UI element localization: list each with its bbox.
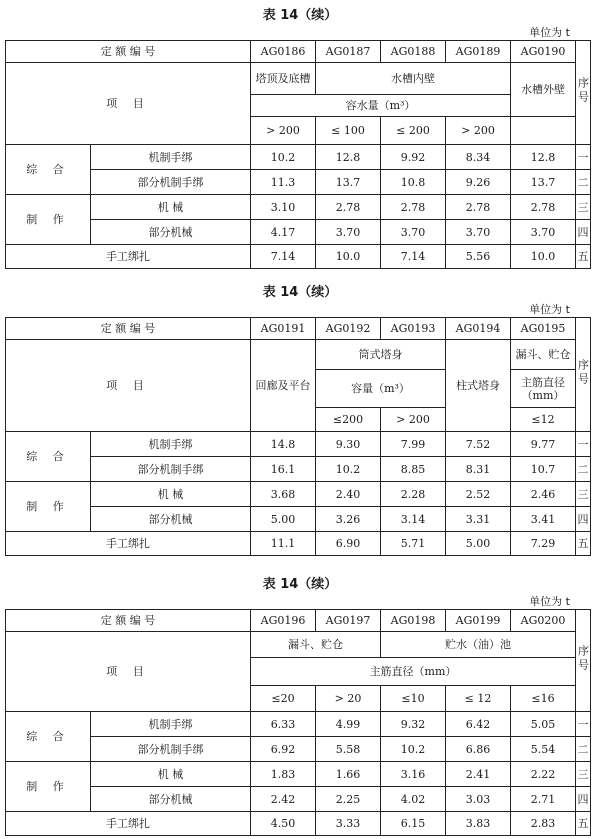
table-2 [5,317,591,556]
value-cell: 2.25 [316,787,381,812]
value-cell: 3.26 [316,507,381,532]
row-name: 部分机制手绑 [91,737,251,762]
item-label: 项 目 [6,63,251,145]
seq-cell: 一 [576,432,591,457]
value-cell: 4.99 [316,712,381,737]
value-cell: 10.2 [316,457,381,482]
row-name: 部分机械 [91,507,251,532]
row-group: 综 合 [6,712,91,762]
seq-cell: 三 [576,762,591,787]
value-cell: 6.90 [316,532,381,556]
seq-cell: 一 [576,145,591,170]
seq-cell: 二 [576,737,591,762]
value-cell: 13.7 [316,170,381,195]
table-2-title: 表 14（续） [262,285,338,300]
value-cell: 12.8 [511,145,576,170]
range-cell: ≤20 [251,686,316,712]
value-cell: 2.78 [316,195,381,220]
code-cell: AG0195 [511,318,576,340]
value-cell: 4.50 [251,812,316,836]
code-label: 定 额 编 号 [6,610,251,632]
col-group-header: 筒式塔身 [316,340,446,370]
value-cell: 10.0 [511,245,576,269]
table-1 [5,40,591,269]
row-name: 机 械 [91,482,251,507]
value-cell: 16.1 [251,457,316,482]
code-cell: AG0194 [446,318,511,340]
code-cell: AG0189 [446,41,511,63]
value-cell: 9.92 [381,145,446,170]
row-group: 综 合 [6,432,91,482]
value-cell: 6.42 [446,712,511,737]
row-name: 部分机制手绑 [91,170,251,195]
row-group: 制 作 [6,482,91,532]
value-cell: 3.33 [316,812,381,836]
col-group-header: 塔顶及底槽 [251,63,316,95]
seq-cell: 四 [576,220,591,245]
value-cell: 9.26 [446,170,511,195]
col-subheader: 容水量（m³） [251,95,511,117]
value-cell: 10.2 [381,737,446,762]
row-name: 部分机制手绑 [91,457,251,482]
value-cell: 3.14 [381,507,446,532]
value-cell: 9.32 [381,712,446,737]
code-cell: AG0186 [251,41,316,63]
value-cell: 2.28 [381,482,446,507]
value-cell: 5.56 [446,245,511,269]
value-cell: 5.00 [446,532,511,556]
code-cell: AG0198 [381,610,446,632]
value-cell: 10.8 [381,170,446,195]
value-cell: 10.0 [316,245,381,269]
value-cell: 11.3 [251,170,316,195]
row-group: 制 作 [6,762,91,812]
seq-cell: 三 [576,195,591,220]
value-cell: 3.70 [511,220,576,245]
value-cell: 11.1 [251,532,316,556]
value-cell: 2.41 [446,762,511,787]
value-cell: 3.70 [316,220,381,245]
value-cell: 4.17 [251,220,316,245]
seq-cell: 四 [576,507,591,532]
value-cell: 3.16 [381,762,446,787]
value-cell: 2.42 [251,787,316,812]
seq-cell: 五 [576,245,591,269]
code-cell: AG0190 [511,41,576,63]
seq-header: 序号 [576,41,591,145]
value-cell: 9.77 [511,432,576,457]
range-cell: > 20 [316,686,381,712]
table-3-title: 表 14（续） [262,577,338,592]
table-1-unit: 单位为 t [529,26,570,39]
range-cell: > 200 [381,408,446,432]
value-cell: 3.03 [446,787,511,812]
row-name: 部分机械 [91,787,251,812]
col-group-header: 漏斗、贮仓 [251,632,381,658]
col-subheader: 容量（m³） [316,370,446,408]
col-group-header: 柱式塔身 [446,340,511,432]
value-cell: 3.31 [446,507,511,532]
value-cell: 2.46 [511,482,576,507]
value-cell: 2.78 [446,195,511,220]
value-cell: 5.71 [381,532,446,556]
value-cell: 5.05 [511,712,576,737]
value-cell: 3.41 [511,507,576,532]
value-cell: 9.30 [316,432,381,457]
value-cell: 6.86 [446,737,511,762]
seq-cell: 五 [576,532,591,556]
code-label: 定 额 编 号 [6,41,251,63]
value-cell: 7.14 [251,245,316,269]
row-name: 机制手绑 [91,712,251,737]
seq-cell: 三 [576,482,591,507]
code-cell: AG0192 [316,318,381,340]
range-cell: ≤10 [381,686,446,712]
range-cell: ≤12 [511,408,576,432]
value-cell: 8.34 [446,145,511,170]
value-cell: 2.71 [511,787,576,812]
col-group-header: 贮水（油）池 [381,632,576,658]
code-cell: AG0187 [316,41,381,63]
code-cell: AG0193 [381,318,446,340]
row-name: 手工绑扎 [6,812,251,836]
row-name: 机 械 [91,762,251,787]
value-cell: 3.83 [446,812,511,836]
table-3-unit: 单位为 t [529,595,570,608]
value-cell: 5.00 [251,507,316,532]
value-cell: 12.8 [316,145,381,170]
code-cell: AG0197 [316,610,381,632]
range-cell: ≤ 12 [446,686,511,712]
code-cell: AG0200 [511,610,576,632]
value-cell: 2.40 [316,482,381,507]
row-name: 机 械 [91,195,251,220]
seq-header: 序号 [576,610,591,712]
value-cell: 7.14 [381,245,446,269]
col-group-header: 漏斗、贮仓 [511,340,576,370]
value-cell: 8.85 [381,457,446,482]
table-1-title: 表 14（续） [262,8,338,23]
code-label: 定 额 编 号 [6,318,251,340]
value-cell: 5.58 [316,737,381,762]
item-label: 项 目 [6,632,251,712]
row-name: 部分机械 [91,220,251,245]
table-3 [5,609,591,836]
row-group: 综 合 [6,145,91,195]
code-cell: AG0188 [381,41,446,63]
range-cell: ≤200 [316,408,381,432]
value-cell: 10.7 [511,457,576,482]
value-cell: 6.15 [381,812,446,836]
item-label: 项 目 [6,340,251,432]
row-name: 机制手绑 [91,145,251,170]
range-cell: ≤ 100 [316,117,381,145]
value-cell: 2.78 [381,195,446,220]
value-cell: 2.83 [511,812,576,836]
value-cell: 3.70 [381,220,446,245]
value-cell: 2.78 [511,195,576,220]
value-cell: 5.54 [511,737,576,762]
range-cell: ≤ 200 [381,117,446,145]
value-cell: 13.7 [511,170,576,195]
col-group-header: 水槽内壁 [316,63,511,95]
seq-cell: 四 [576,787,591,812]
value-cell: 4.02 [381,787,446,812]
table-2-unit: 单位为 t [529,303,570,316]
seq-cell: 五 [576,812,591,836]
col-subheader: 主筋直径（mm） [511,370,576,408]
value-cell: 6.92 [251,737,316,762]
col-group-header: 水槽外壁 [511,63,576,117]
row-name: 手工绑扎 [6,245,251,269]
value-cell: 2.22 [511,762,576,787]
range-cell: > 200 [251,117,316,145]
col-group-header: 回廊及平台 [251,340,316,432]
seq-header: 序号 [576,318,591,432]
code-cell: AG0191 [251,318,316,340]
value-cell: 3.68 [251,482,316,507]
value-cell: 6.33 [251,712,316,737]
range-cell [511,117,576,145]
value-cell: 2.52 [446,482,511,507]
range-cell: ≤16 [511,686,576,712]
value-cell: 10.2 [251,145,316,170]
value-cell: 7.52 [446,432,511,457]
value-cell: 8.31 [446,457,511,482]
range-cell: > 200 [446,117,511,145]
code-cell: AG0196 [251,610,316,632]
row-name: 机制手绑 [91,432,251,457]
seq-cell: 二 [576,170,591,195]
value-cell: 3.70 [446,220,511,245]
value-cell: 7.29 [511,532,576,556]
seq-cell: 一 [576,712,591,737]
row-group: 制 作 [6,195,91,245]
value-cell: 7.99 [381,432,446,457]
seq-cell: 二 [576,457,591,482]
col-subheader: 主筋直径（mm） [251,658,576,686]
value-cell: 3.10 [251,195,316,220]
code-cell: AG0199 [446,610,511,632]
row-name: 手工绑扎 [6,532,251,556]
value-cell: 14.8 [251,432,316,457]
value-cell: 1.83 [251,762,316,787]
value-cell: 1.66 [316,762,381,787]
